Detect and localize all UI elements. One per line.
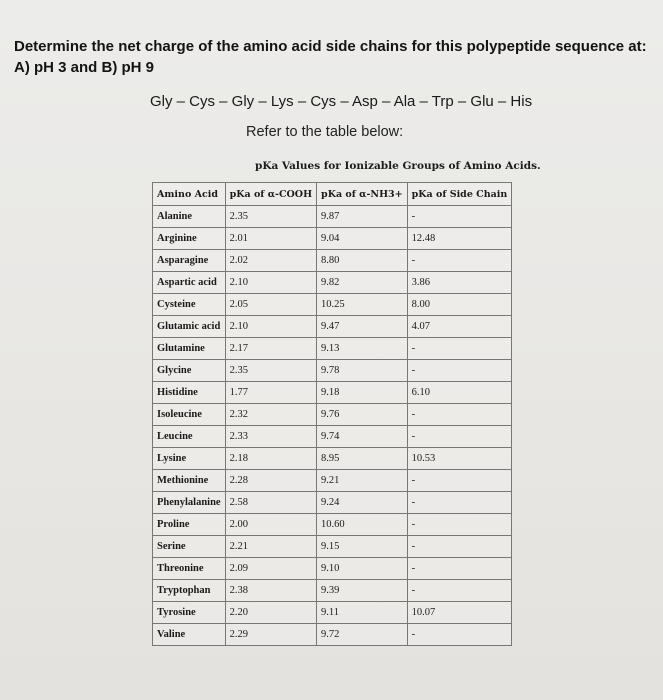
amino-acid-cell: Serine (153, 536, 226, 558)
pka-nh3-cell: 10.25 (317, 294, 408, 316)
table-row (153, 448, 512, 470)
amino-acid-cell: Methionine (153, 470, 226, 492)
table-row (153, 272, 512, 294)
amino-acid-cell: Arginine (153, 228, 226, 250)
pka-cooh-cell: 2.17 (225, 338, 316, 360)
table-row (153, 360, 512, 382)
pka-cooh-cell: 2.00 (225, 514, 316, 536)
pka-side-chain-cell: - (407, 404, 512, 426)
pka-nh3-cell: 9.78 (317, 360, 408, 382)
amino-acid-cell: Cysteine (153, 294, 226, 316)
pka-nh3-cell: 9.15 (317, 536, 408, 558)
pka-side-chain-cell: 10.07 (407, 602, 512, 624)
pka-cooh-cell: 2.18 (225, 448, 316, 470)
pka-nh3-cell: 9.10 (317, 558, 408, 580)
pka-cooh-cell: 2.29 (225, 624, 316, 646)
pka-cooh-cell: 2.10 (225, 316, 316, 338)
pka-side-chain-cell: - (407, 514, 512, 536)
pka-side-chain-cell: - (407, 580, 512, 602)
pka-nh3-cell: 9.39 (317, 580, 408, 602)
table-row (153, 558, 512, 580)
amino-acid-cell: Glutamine (153, 338, 226, 360)
pka-nh3-cell: 9.21 (317, 470, 408, 492)
pka-cooh-cell: 2.10 (225, 272, 316, 294)
table-row (153, 382, 512, 404)
pka-cooh-cell: 2.05 (225, 294, 316, 316)
header-pka-cooh: pKa of α-COOH (225, 183, 316, 206)
pka-cooh-cell: 2.33 (225, 426, 316, 448)
table-caption: pKa Values for Ionizable Groups of Amino Acids. (255, 160, 541, 172)
table-row (153, 492, 512, 514)
amino-acid-cell: Histidine (153, 382, 226, 404)
question-text (14, 36, 647, 78)
header-pka-side-chain: pKa of Side Chain (407, 183, 512, 206)
pka-cooh-cell: 2.01 (225, 228, 316, 250)
table-body (153, 206, 512, 646)
pka-side-chain-cell: - (407, 360, 512, 382)
refer-instruction: Refer to the table below: (246, 124, 404, 140)
pka-nh3-cell: 9.11 (317, 602, 408, 624)
table-row (153, 536, 512, 558)
pka-nh3-cell: 9.18 (317, 382, 408, 404)
table-row (153, 338, 512, 360)
pka-cooh-cell: 2.38 (225, 580, 316, 602)
pka-side-chain-cell: 8.00 (407, 294, 512, 316)
pka-cooh-cell: 1.77 (225, 382, 316, 404)
amino-acid-cell: Glycine (153, 360, 226, 382)
pka-nh3-cell: 9.82 (317, 272, 408, 294)
table-header-row (153, 183, 512, 206)
pka-side-chain-cell: - (407, 470, 512, 492)
table-row (153, 624, 512, 646)
pka-side-chain-cell: 3.86 (407, 272, 512, 294)
pka-cooh-cell: 2.09 (225, 558, 316, 580)
question-line-2: A) pH 3 and B) pH 9 (14, 59, 155, 76)
amino-acid-cell: Tryptophan (153, 580, 226, 602)
pka-side-chain-cell: - (407, 426, 512, 448)
pka-side-chain-cell: - (407, 338, 512, 360)
amino-acid-cell: Phenylalanine (153, 492, 226, 514)
pka-nh3-cell: 9.72 (317, 624, 408, 646)
pka-side-chain-cell: - (407, 492, 512, 514)
table-row (153, 470, 512, 492)
table-row (153, 426, 512, 448)
pka-cooh-cell: 2.21 (225, 536, 316, 558)
pka-side-chain-cell: 4.07 (407, 316, 512, 338)
pka-nh3-cell: 9.47 (317, 316, 408, 338)
pka-side-chain-cell: - (407, 624, 512, 646)
pka-cooh-cell: 2.20 (225, 602, 316, 624)
pka-nh3-cell: 9.13 (317, 338, 408, 360)
pka-nh3-cell: 9.24 (317, 492, 408, 514)
pka-cooh-cell: 2.02 (225, 250, 316, 272)
pka-nh3-cell: 10.60 (317, 514, 408, 536)
table-row (153, 250, 512, 272)
pka-nh3-cell: 9.76 (317, 404, 408, 426)
amino-acid-cell: Asparagine (153, 250, 226, 272)
table-row (153, 404, 512, 426)
amino-acid-cell: Leucine (153, 426, 226, 448)
pka-side-chain-cell: 10.53 (407, 448, 512, 470)
pka-side-chain-cell: - (407, 536, 512, 558)
pka-nh3-cell: 8.80 (317, 250, 408, 272)
table-row (153, 294, 512, 316)
polypeptide-sequence: Gly – Cys – Gly – Lys – Cys – Asp – Ala – Trp – Glu – His (150, 93, 533, 110)
header-amino-acid: Amino Acid (153, 183, 226, 206)
amino-acid-cell: Lysine (153, 448, 226, 470)
pka-cooh-cell: 2.35 (225, 360, 316, 382)
amino-acid-cell: Aspartic acid (153, 272, 226, 294)
table-row (153, 316, 512, 338)
pka-nh3-cell: 9.74 (317, 426, 408, 448)
pka-cooh-cell: 2.28 (225, 470, 316, 492)
table-row (153, 228, 512, 250)
pka-nh3-cell: 9.87 (317, 206, 408, 228)
table-row (153, 206, 512, 228)
amino-acid-cell: Proline (153, 514, 226, 536)
table-row (153, 580, 512, 602)
amino-acid-cell: Isoleucine (153, 404, 226, 426)
pka-table (152, 182, 512, 646)
pka-nh3-cell: 8.95 (317, 448, 408, 470)
pka-side-chain-cell: - (407, 206, 512, 228)
header-pka-nh3: pKa of α-NH3+ (317, 183, 408, 206)
pka-side-chain-cell: - (407, 250, 512, 272)
pka-side-chain-cell: 6.10 (407, 382, 512, 404)
amino-acid-cell: Alanine (153, 206, 226, 228)
pka-cooh-cell: 2.35 (225, 206, 316, 228)
pka-cooh-cell: 2.32 (225, 404, 316, 426)
pka-side-chain-cell: 12.48 (407, 228, 512, 250)
pka-nh3-cell: 9.04 (317, 228, 408, 250)
amino-acid-cell: Valine (153, 624, 226, 646)
amino-acid-cell: Threonine (153, 558, 226, 580)
pka-side-chain-cell: - (407, 558, 512, 580)
amino-acid-cell: Glutamic acid (153, 316, 226, 338)
question-line-1: Determine the net charge of the amino acid side chains for this polypeptide sequence at: (14, 38, 647, 55)
amino-acid-cell: Tyrosine (153, 602, 226, 624)
table-row (153, 514, 512, 536)
table-row (153, 602, 512, 624)
pka-cooh-cell: 2.58 (225, 492, 316, 514)
